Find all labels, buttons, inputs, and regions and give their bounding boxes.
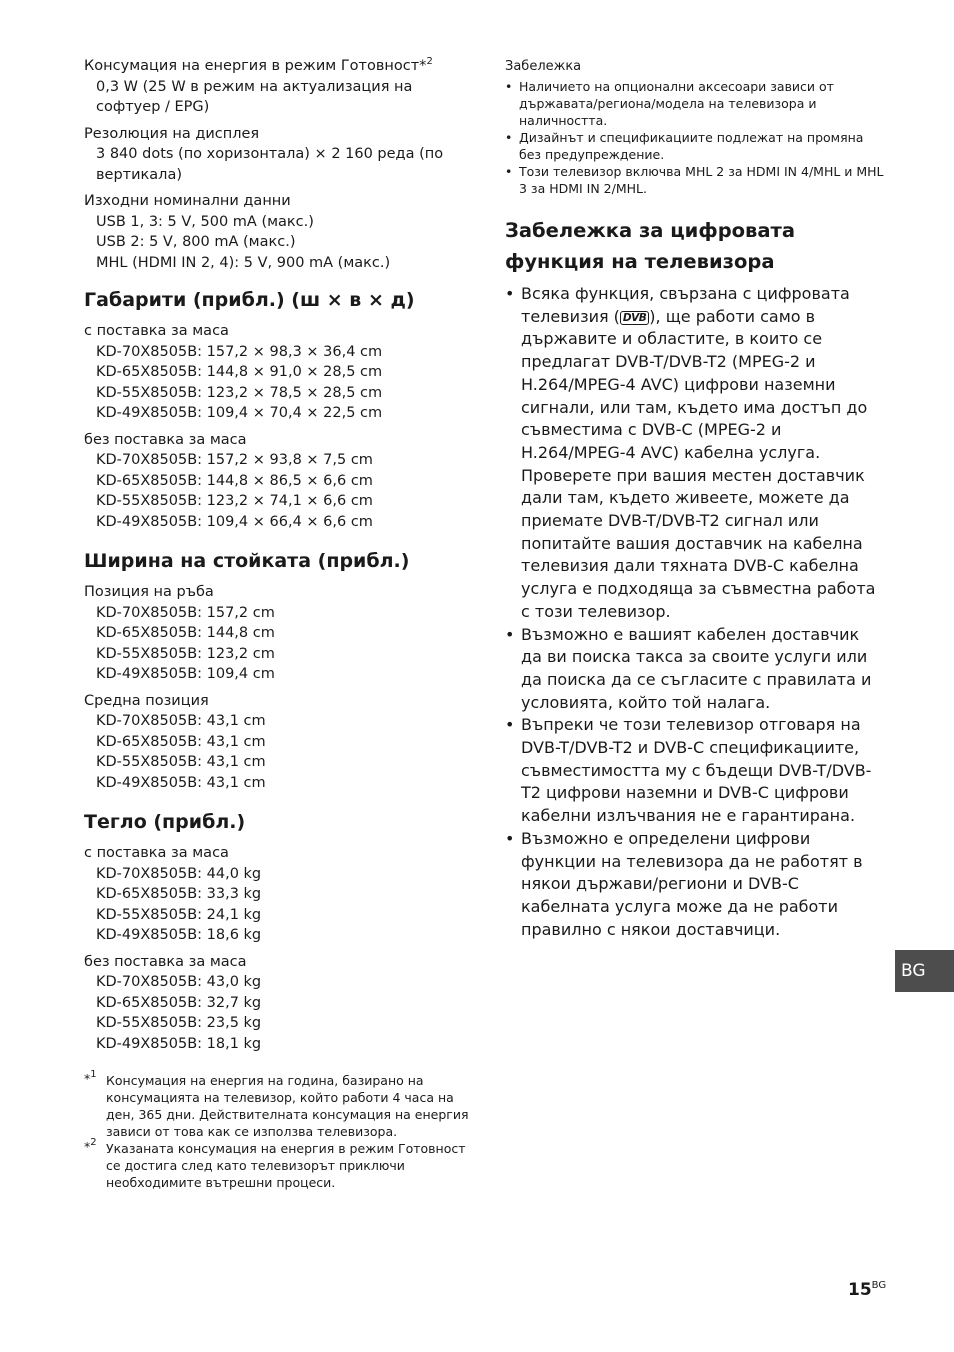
spec-line: KD-70X8505B: 157,2 cm [96,604,275,621]
spec-line: KD-55X8505B: 24,1 kg [96,906,262,923]
spec-line: KD-65X8505B: 144,8 cm [96,625,275,641]
spec-title: Изходни номинални данни [84,193,291,209]
left-column [84,56,474,1191]
spec-weight-without-stand [84,952,474,1055]
footnote-1 [84,1069,474,1140]
spec-standby-power [84,56,474,118]
spec-line: 3 840 dots (по хоризонтала) × 2 160 реда (по [96,146,444,162]
spec-weight-with-stand [84,843,474,946]
note-list [505,78,885,197]
page-number [848,1280,886,1300]
digital-item: • Възможно е определени цифрови функции на телевизора да не работят в някои държави/региони и DVB-C кабелната услуга може да не работи правилно с някои доставчици. [505,828,885,942]
spec-line: KD-70X8505B: 157,2 × 93,8 × 7,5 cm [96,452,373,468]
right-column [505,58,885,941]
spec-title: Резолюция на дисплея [84,125,260,142]
note-heading: Забележка [505,59,582,74]
spec-line: USB 1, 3: 5 V, 500 mA (макс.) [96,213,314,230]
page-number-value: 15 [848,1280,872,1300]
spec-line: KD-49X8505B: 43,1 cm [96,774,266,791]
spec-stand-middle [84,691,474,794]
footnote-ref: 2 [426,56,433,67]
spec-line: вертикала) [96,166,182,183]
note-item: • Дизайнът и спецификациите подлежат на промяна без предупреждение. [505,129,885,163]
spec-title: Консумация на енергия в режим Готовност* [84,58,427,74]
note-item: • Наличието на опционални аксесоари зависи от държавата/региона/модела на телевизора и наличността. [505,78,885,129]
dvb-logo-icon: DVB [620,311,649,325]
spec-line: 0,3 W (25 W в режим на актуализация на [96,78,413,95]
spec-title: Позиция на ръба [84,584,214,600]
note-item: • Този телевизор включва MHL 2 за HDMI IN 4/MHL и MHL 3 за HDMI IN 2/MHL. [505,163,885,197]
spec-line: KD-55X8505B: 23,5 kg [96,1015,262,1031]
spec-line: KD-49X8505B: 109,4 cm [96,666,275,682]
spec-line: KD-55X8505B: 43,1 cm [96,754,266,770]
spec-line: KD-55X8505B: 123,2 × 74,1 × 6,6 cm [96,493,373,509]
spec-line: KD-65X8505B: 144,8 × 86,5 × 6,6 cm [96,472,373,489]
spec-line: KD-70X8505B: 43,1 cm [96,713,266,729]
digital-item-text: ), ще работи само в държавите и областите, в които се предлагат DVB-T/DVB-T2 (MPEG-2 и H.264/MPEG-4 AVC) цифрови наземни сигнали, или там, където има достъп до съвместима с DVB-C (MPEG-2 и H.264/MPEG-4 AVC) кабелна услуга. Проверете при вашия местен доставчик дали там, където живеете, можете да приемате DVB-T/DVB-T2 сигнал или попитайте вашия доставчик на кабелна телевизия дали тяхната DVB-C кабелна услуга е подходяща за съвместна работа с този телевизор. [521,306,876,621]
footnote-mark: * [84,1071,91,1086]
language-tab: BG [895,950,954,992]
spec-line: KD-65X8505B: 32,7 kg [96,994,262,1011]
footnote-mark: * [84,1139,91,1154]
spec-line: KD-65X8505B: 43,1 cm [96,733,266,750]
digital-item [505,283,885,624]
spec-output-ratings [84,191,474,273]
spec-title: с поставка за маса [84,845,229,861]
footnote-number: 2 [90,1137,97,1148]
digital-item: • Възможно е вашият кабелен доставчик да ви поиска такса за своите услуги или да поиска да се съгласите с правилата и условията, който той налага. [505,624,885,715]
footnote-text: Указаната консумация на енергия в режим Готовност се достига след като телевизорът приключи необходимите вътрешни процеси. [106,1141,466,1190]
page-number-suffix: BG [871,1280,887,1291]
spec-line: KD-70X8505B: 157,2 × 98,3 × 36,4 cm [96,343,383,360]
spec-line: USB 2: 5 V, 800 mA (макс.) [96,234,296,250]
digital-item-text: Всяка функция, свързана с цифровата телевизия ( [521,284,850,326]
footnote-text: Консумация на енергия на година, базирано на консумацията на телевизор, който работи 4 часа на ден, 365 дни. Действителната консумация на енергия зависи от това как се използва телевизора. [106,1073,469,1139]
spec-line: KD-70X8505B: 44,0 kg [96,865,262,882]
digital-function-list [505,283,885,941]
spec-line: KD-49X8505B: 18,6 kg [96,927,262,943]
footnotes [84,1069,474,1191]
spec-dimensions-with-stand [84,321,474,424]
spec-dimensions-without-stand [84,430,474,533]
spec-line: MHL (HDMI IN 2, 4): 5 V, 900 mA (макс.) [96,254,391,271]
footnote-number: 1 [90,1069,97,1080]
section-heading-dimensions: Габарити (прибл.) (ш × в × д) [84,289,415,311]
spec-title: Средна позиция [84,692,209,709]
spec-line: KD-65X8505B: 33,3 kg [96,886,262,902]
spec-line: KD-70X8505B: 43,0 kg [96,974,262,990]
spec-line: KD-49X8505B: 109,4 × 70,4 × 22,5 cm [96,405,383,421]
spec-display-resolution [84,124,474,186]
spec-line: KD-55X8505B: 123,2 × 78,5 × 28,5 cm [96,384,383,401]
spec-line: KD-49X8505B: 18,1 kg [96,1035,262,1052]
footnote-2 [84,1137,474,1191]
spec-title: без поставка за маса [84,953,247,970]
digital-function-heading: Забележка за цифровата функция на телевизора [505,219,796,273]
section-heading-stand-width: Ширина на стойката (прибл.) [84,550,410,572]
spec-title: без поставка за маса [84,431,247,448]
digital-item: • Въпреки че този телевизор отговаря на DVB-T/DVB-T2 и DVB-C спецификациите, съвместимостта му с бъдещи DVB-T/DVB-T2 цифрови наземни и DVB-C цифрови кабелни излъчвания не е гарантирана. [505,714,885,828]
spec-line: KD-49X8505B: 109,4 × 66,4 × 6,6 cm [96,513,373,530]
spec-title: с поставка за маса [84,323,229,339]
spec-line: KD-65X8505B: 144,8 × 91,0 × 28,5 cm [96,364,383,380]
spec-stand-edge [84,582,474,685]
spec-line: KD-55X8505B: 123,2 cm [96,645,275,662]
spec-line: софтуер / EPG) [96,99,210,115]
section-heading-weight: Тегло (прибл.) [84,811,246,833]
